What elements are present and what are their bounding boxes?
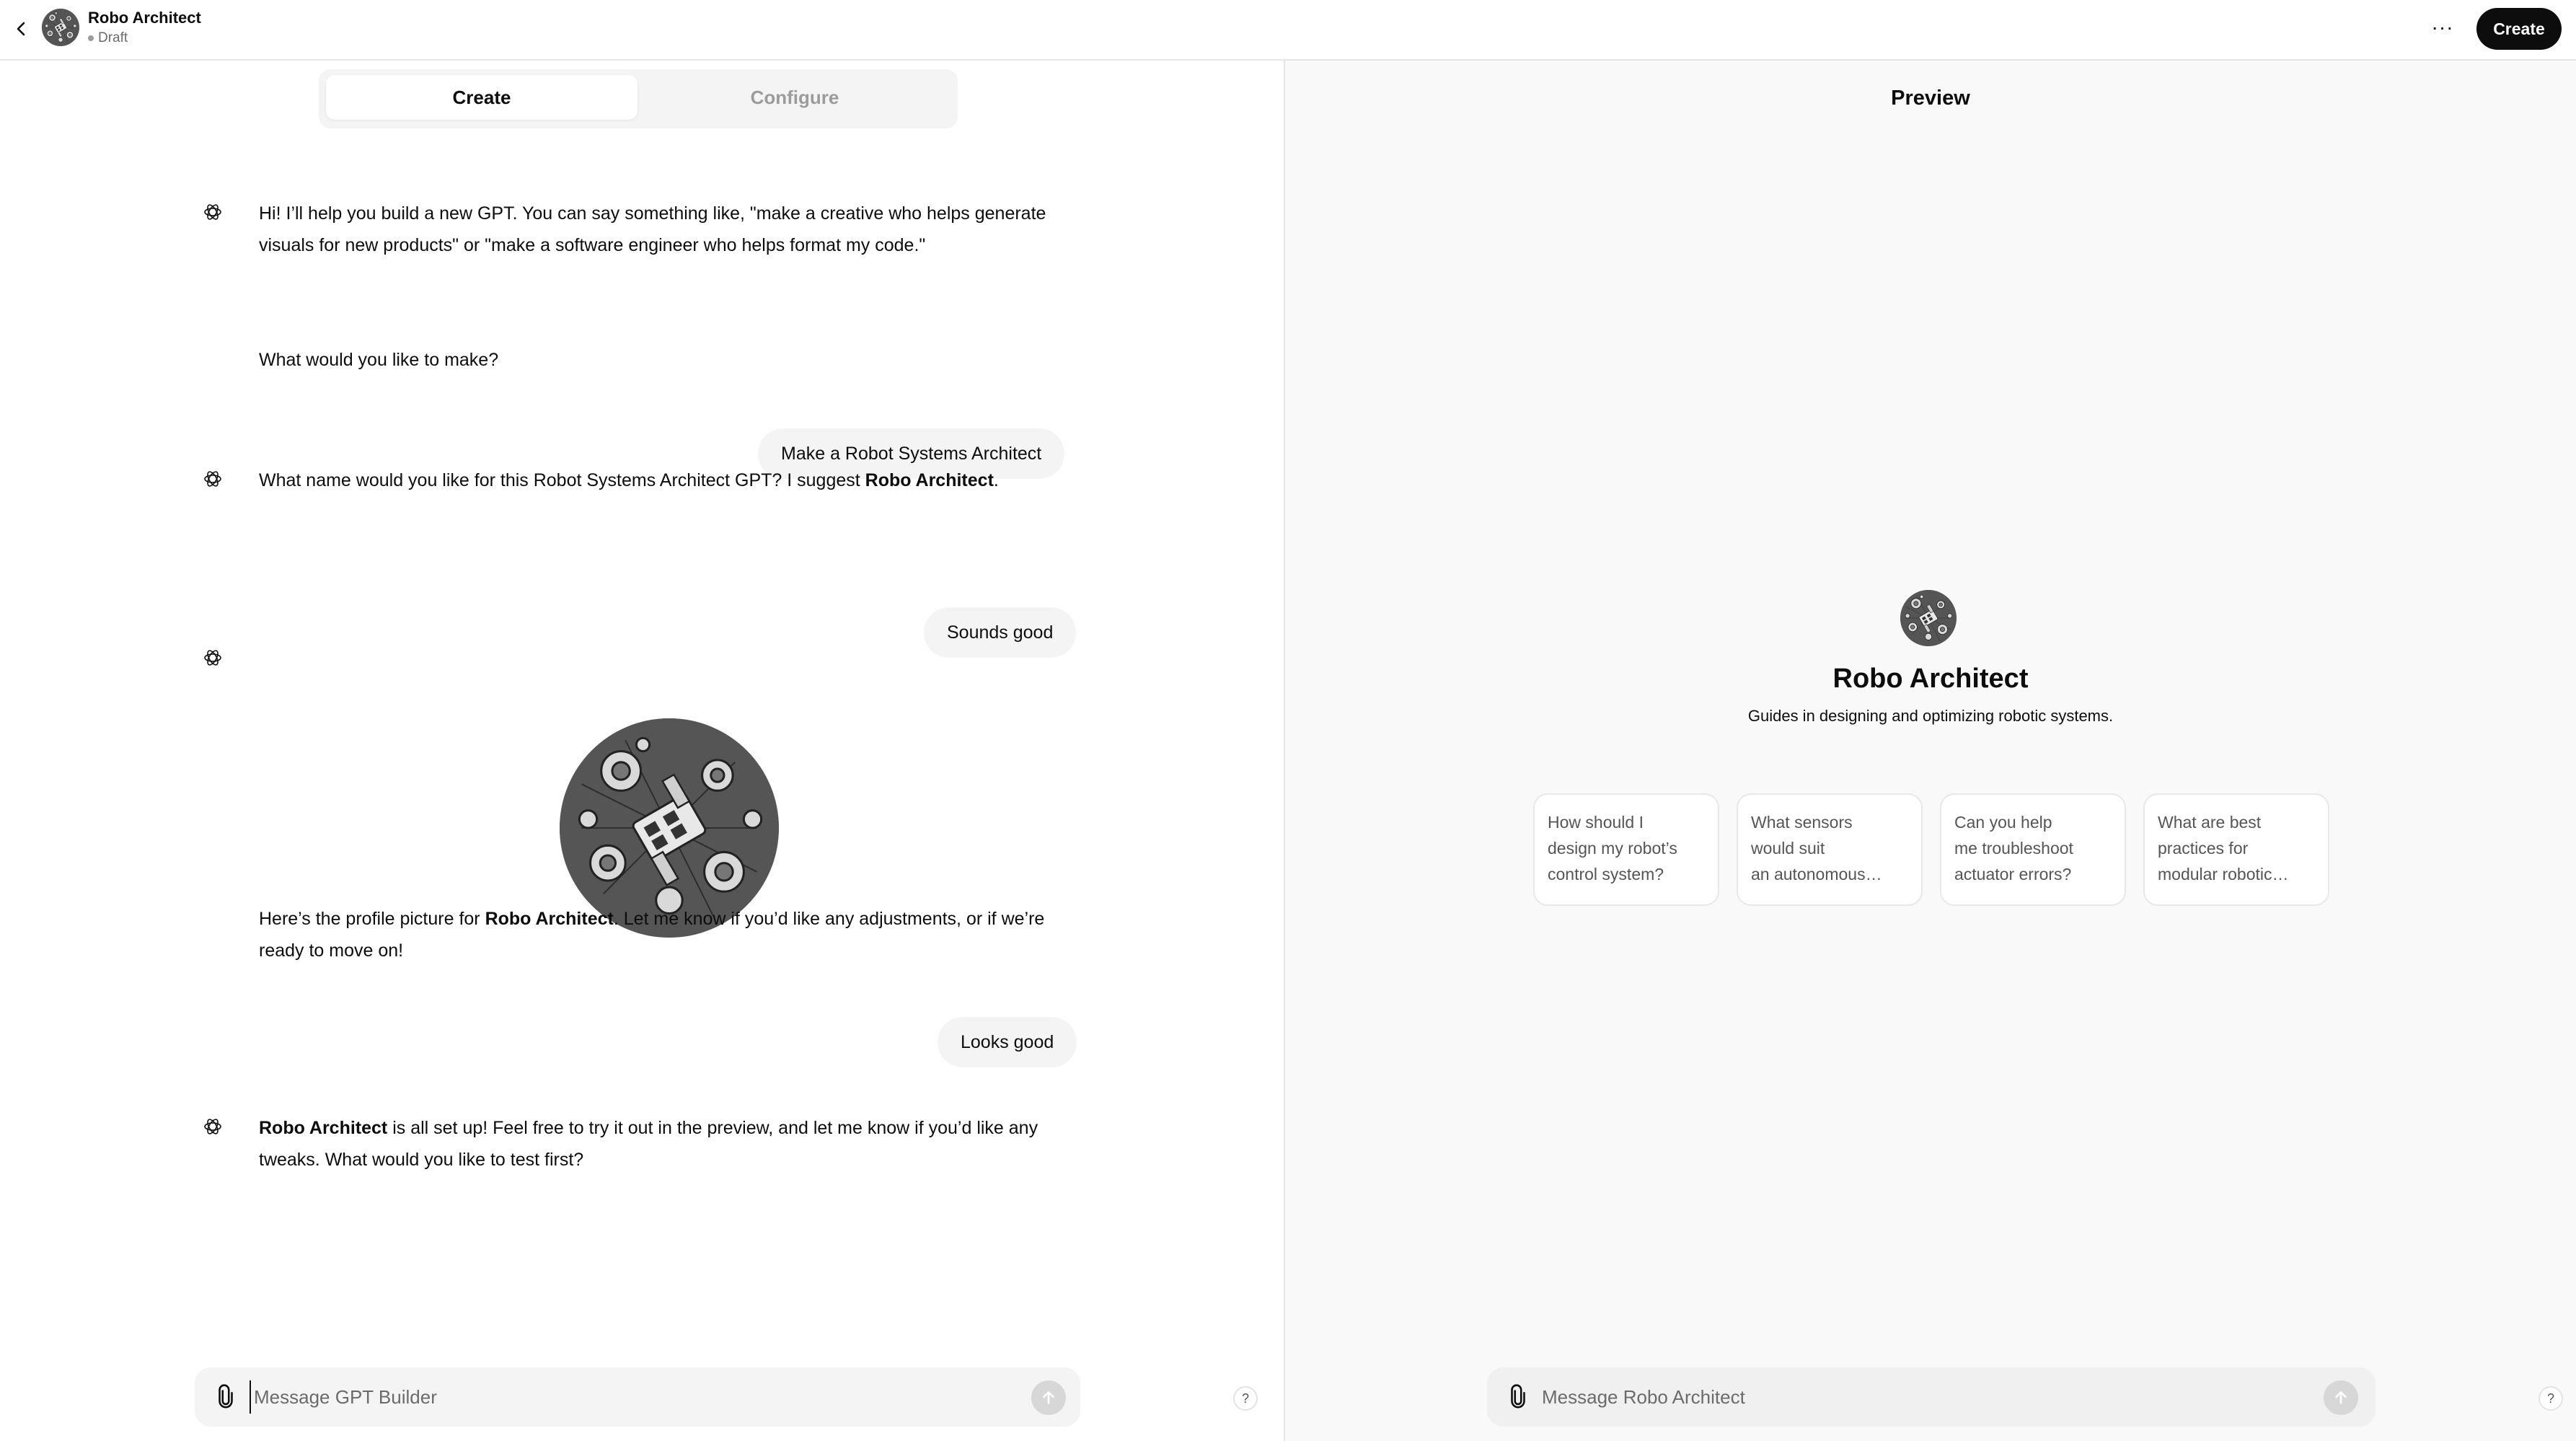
- message-text: is all set up! Feel free to try it out in the preview, and let me know if you’d like any: [387, 1118, 1038, 1138]
- more-options-button[interactable]: ···: [2431, 16, 2454, 38]
- starter-line: control system?: [1548, 865, 1664, 883]
- assistant-message-followup: What would you like to make?: [259, 350, 499, 370]
- draft-status: [88, 30, 128, 46]
- conversation-starter[interactable]: [2143, 793, 2329, 906]
- starter-line: What are best: [2158, 813, 2262, 832]
- openai-logo-icon: [201, 200, 224, 224]
- starter-line: What sensors: [1751, 813, 1853, 832]
- builder-composer: [195, 1367, 1080, 1427]
- gpt-avatar: [42, 9, 79, 46]
- paperclip-icon[interactable]: [1506, 1384, 1530, 1410]
- starter-line: me troubleshoot: [1954, 839, 2073, 858]
- tab-configure[interactable]: Configure: [750, 86, 839, 108]
- openai-logo-icon: [201, 1115, 224, 1138]
- preview-gpt-description: Guides in designing and optimizing robotic systems.: [1747, 707, 2114, 725]
- assistant-message: [259, 1112, 1038, 1176]
- user-message: Make a Robot Systems Architect: [758, 428, 1064, 479]
- message-text: What name would you like for this Robot Systems Architect GPT? I suggest: [259, 470, 865, 490]
- message-bold-text: Robo Architect: [259, 1118, 388, 1138]
- help-button[interactable]: ?: [1233, 1386, 1258, 1411]
- preview-composer: [1487, 1367, 2376, 1427]
- mode-tabs: [319, 69, 958, 128]
- starter-line: actuator errors?: [1954, 865, 2072, 883]
- gpt-title: Robo Architect: [88, 9, 201, 27]
- message-bold-text: Robo Architect: [485, 909, 614, 929]
- top-bar: [0, 0, 2576, 61]
- message-text: Here’s the profile picture for: [259, 909, 485, 929]
- create-button[interactable]: Create: [2476, 8, 2562, 50]
- status-label: Draft: [98, 30, 128, 45]
- help-button[interactable]: ?: [2538, 1386, 2563, 1411]
- builder-pane: [0, 61, 1284, 1441]
- conversation-starter[interactable]: [1533, 793, 1719, 906]
- builder-message-input[interactable]: [250, 1380, 1000, 1414]
- starter-line: Can you help: [1954, 813, 2052, 832]
- preview-message-input[interactable]: [1542, 1380, 2306, 1414]
- message-bold-text: Robo Architect: [865, 470, 994, 490]
- starter-line: design my robot’s: [1548, 839, 1677, 858]
- starter-line: would suit: [1751, 839, 1825, 858]
- message-text: .: [993, 470, 999, 490]
- assistant-message: [259, 903, 1044, 966]
- starter-line: How should I: [1548, 813, 1644, 832]
- assistant-message: [259, 198, 1046, 261]
- user-message: Sounds good: [924, 607, 1076, 658]
- openai-logo-icon: [201, 646, 224, 669]
- tab-create[interactable]: Create: [326, 75, 638, 120]
- preview-title: Preview: [1891, 87, 1970, 110]
- message-text: . Let me know if you’d like any adjustments, or if we’re: [613, 909, 1045, 929]
- status-dot-icon: [88, 35, 94, 41]
- conversation-starter[interactable]: [1940, 793, 2126, 906]
- starter-line: modular robotic…: [2158, 865, 2289, 883]
- starter-line: practices for: [2158, 839, 2249, 858]
- preview-gpt-name: Robo Architect: [1832, 664, 2029, 694]
- message-line: ready to move on!: [259, 940, 404, 961]
- paperclip-icon[interactable]: [213, 1384, 238, 1410]
- arrow-up-icon: [1039, 1388, 1058, 1407]
- starter-line: an autonomous…: [1751, 865, 1882, 883]
- message-line: tweaks. What would you like to test first?: [259, 1150, 584, 1170]
- message-line: visuals for new products" or "make a software engineer who helps format my code.": [259, 235, 926, 255]
- builder-send-button[interactable]: [1031, 1380, 1066, 1415]
- chevron-left-icon: [13, 20, 30, 38]
- back-button[interactable]: [7, 14, 36, 43]
- assistant-message: [259, 464, 999, 496]
- conversation-starter[interactable]: [1737, 793, 1923, 906]
- arrow-up-icon: [2332, 1388, 2350, 1407]
- preview-gpt-avatar: [1900, 590, 1957, 646]
- preview-pane: [1285, 61, 2576, 1441]
- message-line: Hi! I’ll help you build a new GPT. You can say something like, "make a creative who helps generate: [259, 203, 1046, 224]
- preview-send-button[interactable]: [2324, 1380, 2358, 1415]
- openai-logo-icon: [201, 467, 224, 490]
- user-message: Looks good: [938, 1017, 1077, 1067]
